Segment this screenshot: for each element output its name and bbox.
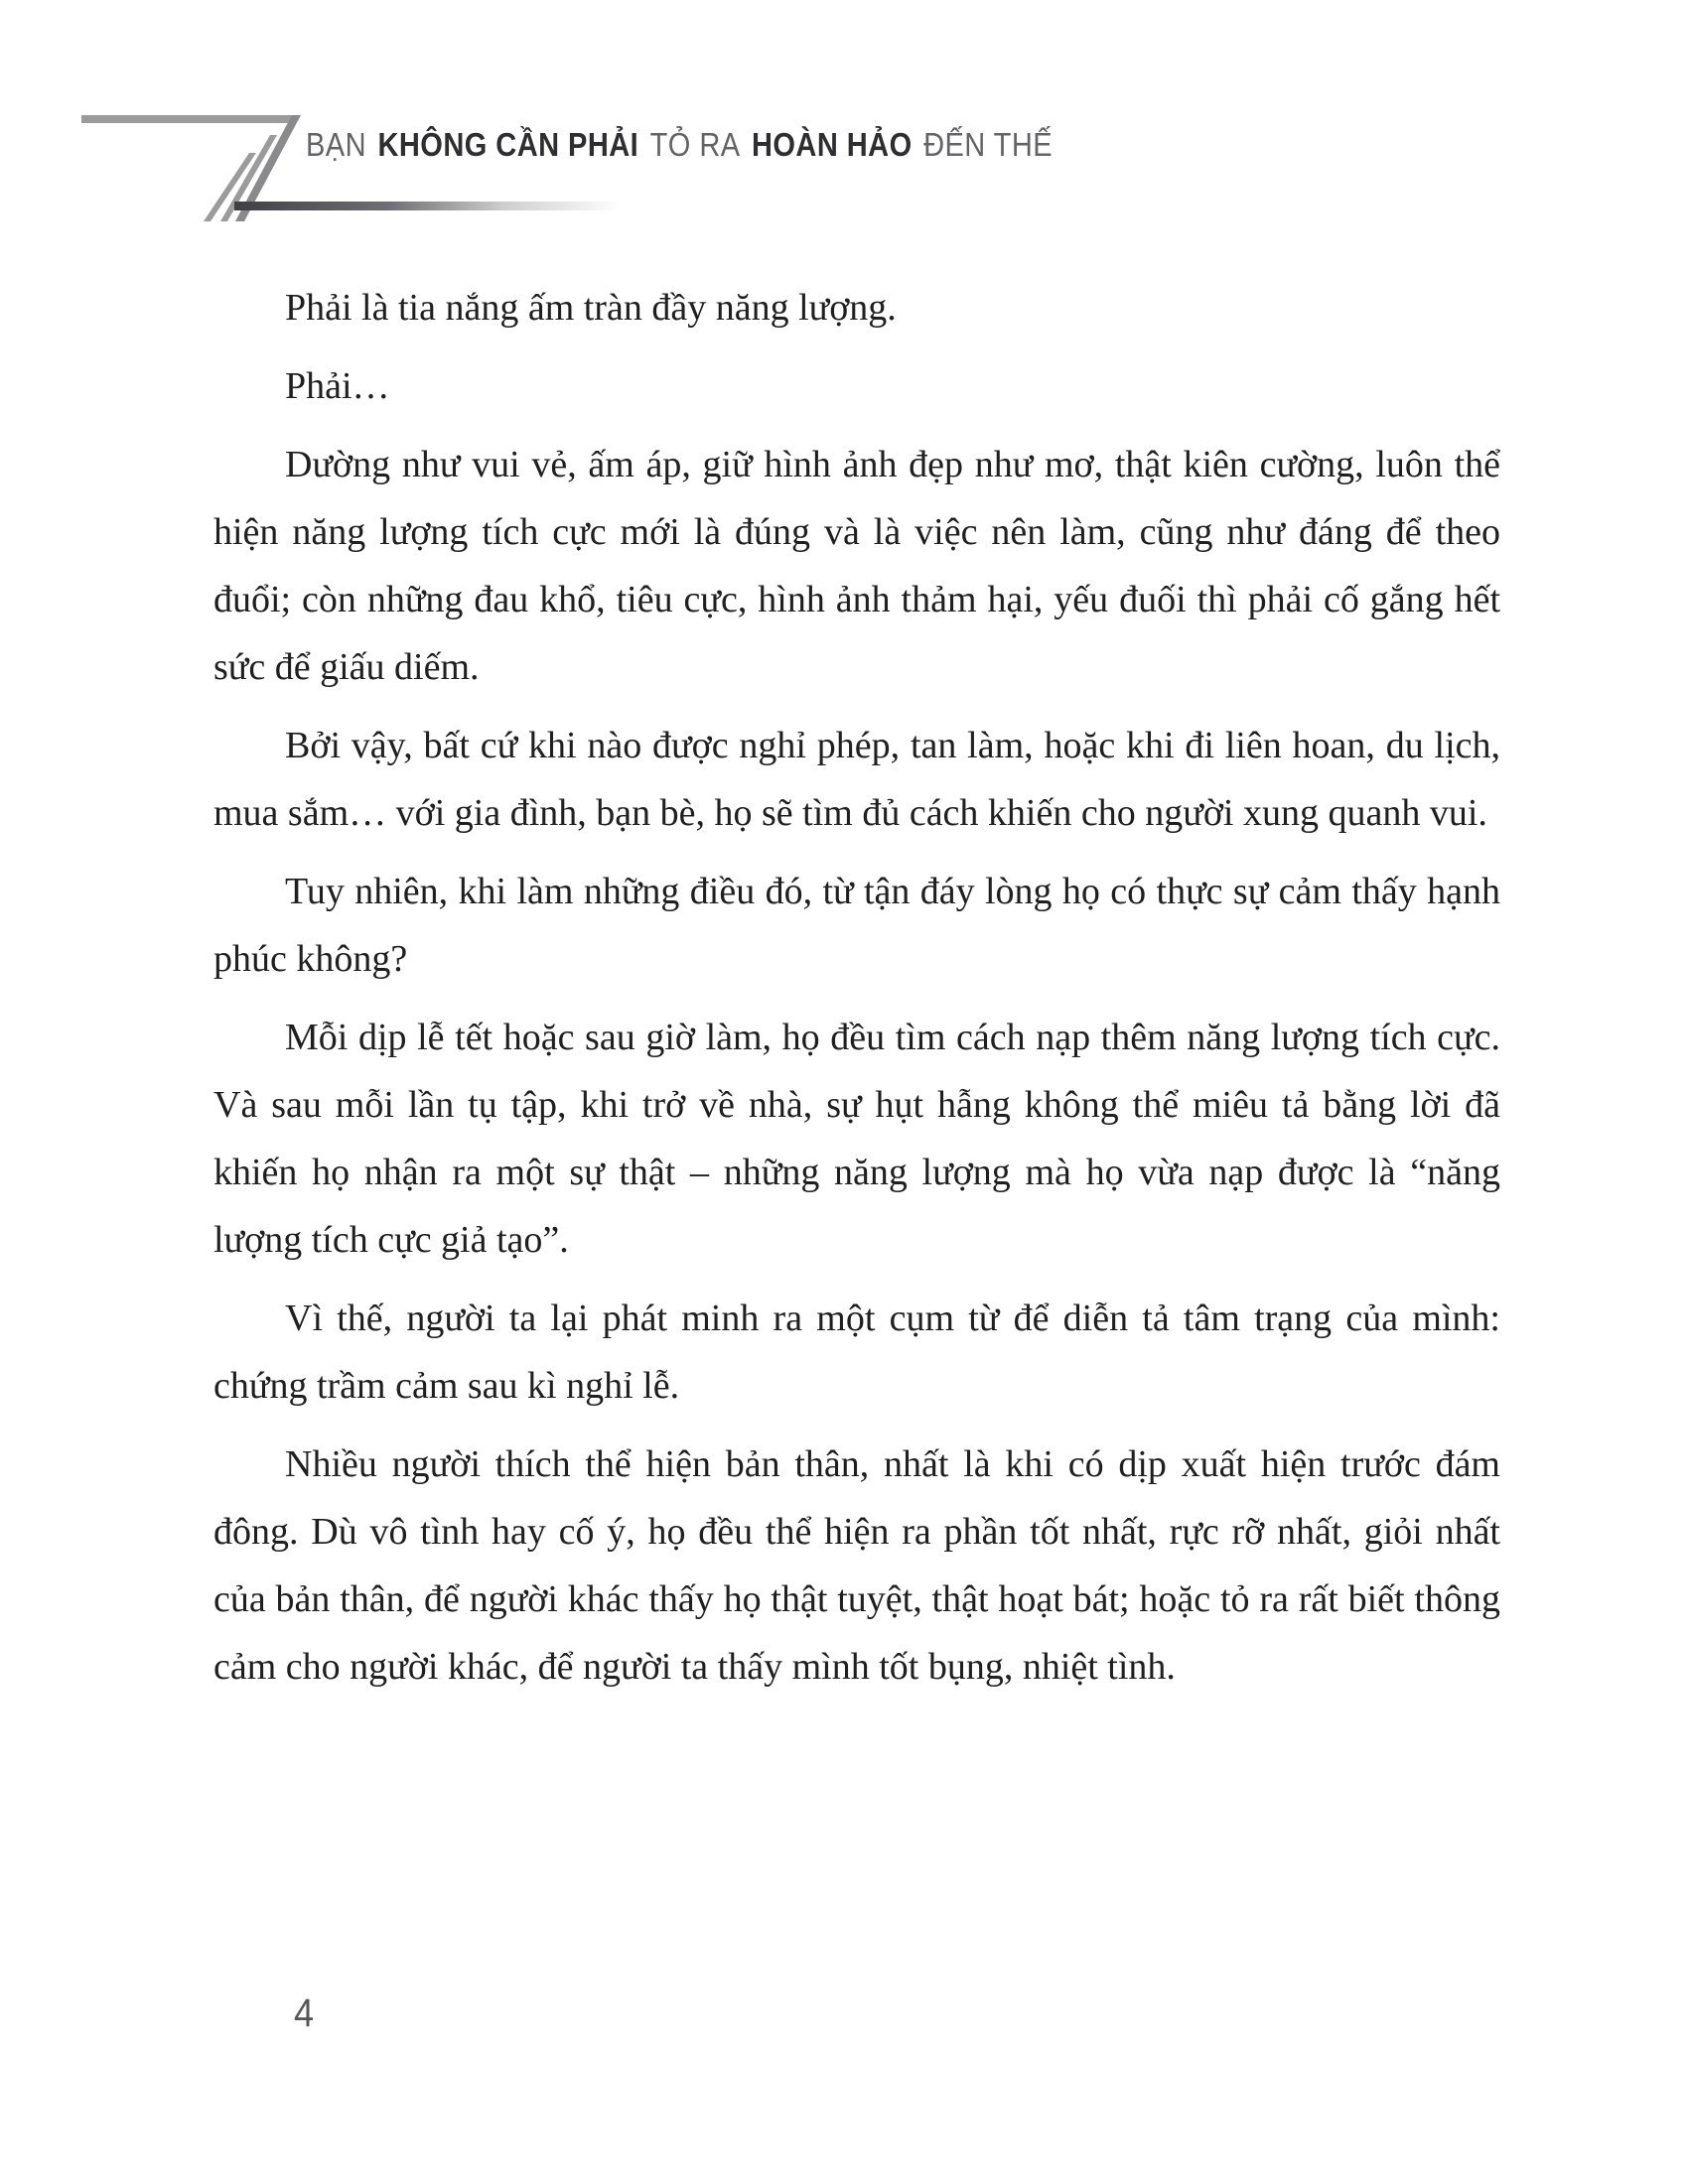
running-head-segment: BẠN xyxy=(306,126,367,163)
page-number: 4 xyxy=(294,1991,315,2035)
paragraph: Vì thế, người ta lại phát minh ra một cụm từ để diễn tả tâm trạng của mình: chứng trầm cảm sau kì nghỉ lễ. xyxy=(213,1297,1500,1407)
paragraph: Bởi vậy, bất cứ khi nào được nghỉ phép, tan làm, hoặc khi đi liên hoan, du lịch, mua sắm… với gia đình, bạn bè, họ sẽ tìm đủ cách khiến cho người xung quanh vui. xyxy=(213,725,1500,834)
paragraph: Phải… xyxy=(285,365,390,407)
paragraph: Phải là tia nắng ấm tràn đầy năng lượng. xyxy=(285,287,897,329)
running-head-segment: KHÔNG CẦN PHẢI xyxy=(377,126,639,163)
header-underline-decoration xyxy=(234,202,620,210)
running-head-segment: HOÀN HẢO xyxy=(751,126,913,163)
paragraph: Nhiều người thích thể hiện bản thân, nhất là khi có dịp xuất hiện trước đám đông. Dù vô tình hay cố ý, họ đều thể hiện ra phần tốt nhất, rực rỡ nhất, giỏi nhất của bản thân, để người khác thấy họ thật tuyệt, thật hoạt bát; hoặc tỏ ra rất biết thông cảm cho người khác, để người ta thấy mình tốt bụng, nhiệt tình. xyxy=(213,1443,1500,1688)
running-head-title xyxy=(306,125,1064,165)
paragraph: Tuy nhiên, khi làm những điều đó, từ tận đáy lòng họ có thực sự cảm thấy hạnh phúc không? xyxy=(213,871,1500,980)
paragraph: Mỗi dịp lễ tết hoặc sau giờ làm, họ đều tìm cách nạp thêm năng lượng tích cực. Và sau mỗi lần tụ tập, khi trở về nhà, sự hụt hẫng không thể miêu tả bằng lời đã khiến họ nhận ra một sự thật – những năng lượng mà họ vừa nạp được là “năng lượng tích cực giả tạo”. xyxy=(213,1017,1500,1261)
running-head-segment: ĐẾN THẾ xyxy=(923,126,1054,163)
body-text xyxy=(213,274,1500,1711)
running-head-segment: TỎ RA xyxy=(649,126,741,163)
paragraph: Dường như vui vẻ, ấm áp, giữ hình ảnh đẹp như mơ, thật kiên cường, luôn thể hiện năng lượng tích cực mới là đúng và là việc nên làm, cũng như đáng để theo đuổi; còn những đau khổ, tiêu cực, hình ảnh thảm hại, yếu đuối thì phải cố gắng hết sức để giấu diếm. xyxy=(213,444,1500,688)
